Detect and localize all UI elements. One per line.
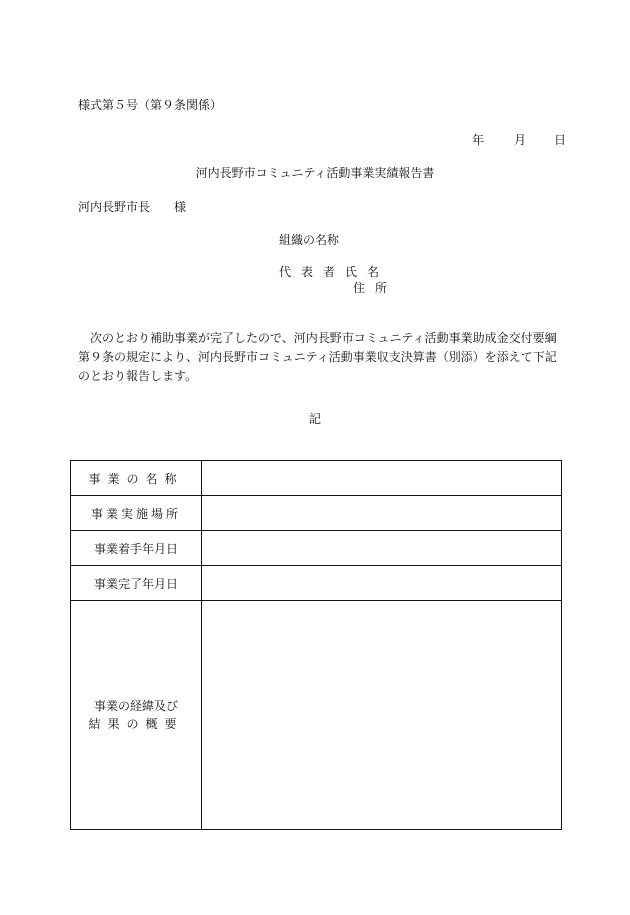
date-month-label: 月 — [514, 133, 527, 147]
table-row — [71, 461, 562, 496]
date-day-label: 日 — [554, 133, 567, 147]
date-year-label: 年 — [472, 133, 485, 147]
ki-mark: 記 — [308, 412, 321, 426]
report-table — [70, 460, 562, 830]
project-completion-date-field[interactable] — [202, 566, 562, 601]
summary-label-line-2: 結果の概要 — [88, 717, 184, 731]
table-label-cell — [71, 601, 202, 830]
document-title: 河内長野市コミュニティ活動事業実績報告書 — [195, 166, 435, 180]
summary-label-line-1: 事業の経緯及び — [93, 699, 178, 713]
table-row — [71, 531, 562, 566]
project-location-field[interactable] — [202, 496, 562, 531]
form-number: 様式第５号（第９条関係） — [78, 98, 223, 112]
project-name-field[interactable] — [202, 461, 562, 496]
project-location-label: 事業実施場所 — [90, 506, 181, 521]
table-label-cell — [71, 496, 202, 531]
table-label-cell — [71, 531, 202, 566]
table-row — [71, 496, 562, 531]
body-line: 第９条の規定により、河内長野市コミュニティ活動事業収支決算書（別添）を添えて下記 — [78, 350, 557, 364]
project-start-date-field[interactable] — [202, 531, 562, 566]
table-row — [71, 566, 562, 601]
address-label: 住所 — [353, 281, 398, 295]
project-name-label: 事業の名称 — [88, 471, 184, 486]
project-summary-field[interactable] — [202, 601, 562, 830]
table-label-cell — [71, 566, 202, 601]
body-line: 次のとおり補助事業が完了したので、河内長野市コミュニティ活動事業助成金交付要綱 — [78, 331, 557, 345]
date-line — [472, 132, 566, 148]
project-start-date-label: 事業着手年月日 — [93, 541, 178, 556]
table-label-cell — [71, 461, 202, 496]
project-completion-date-label: 事業完了年月日 — [93, 576, 178, 591]
organization-name-label: 組織の名称 — [279, 233, 340, 247]
body-line: のとおり報告します。 — [78, 369, 198, 383]
body-text — [78, 329, 558, 386]
representative-name-label: 代表者氏名 — [279, 265, 390, 279]
addressee: 河内長野市長 様 — [78, 200, 187, 214]
table-row — [71, 601, 562, 830]
